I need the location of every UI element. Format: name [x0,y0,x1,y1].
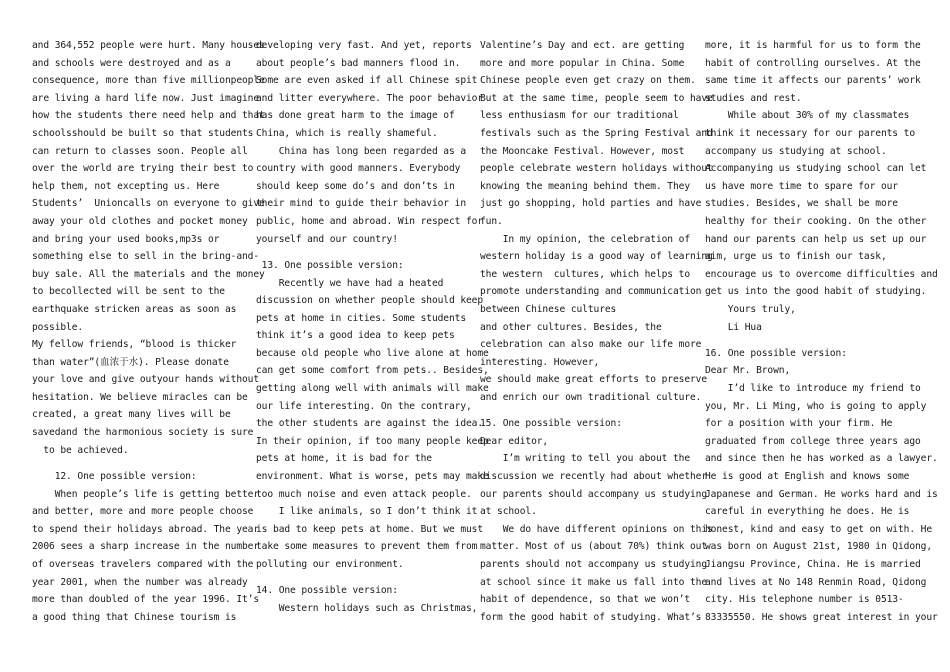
text-line: Japanese and German. He works hard and is [705,488,938,500]
paragraph-gap [705,336,923,345]
text-line: public, home and abroad. Win respect for [256,215,484,227]
text-line: at school. [480,506,537,518]
text-line: buy sale. All the materials and the money [32,268,265,280]
paragraph-gap [256,248,474,257]
text-line: studies and rest. [705,92,802,104]
text-line: and enrich our own traditional culture. [480,391,702,403]
text-line: to be achieved. [32,444,129,456]
text-line: When people’s life is getting better [32,488,260,500]
text-line: hesitation. We believe miracles can be [32,391,248,403]
text-line: environment. What is worse, pets may make [256,471,489,483]
text-line: schoolsshould be built so that students [32,127,254,139]
text-column-3 [480,37,713,626]
text-line: I like animals, so I don’t think it [256,506,478,518]
text-line: think it’s a good idea to keep pets [256,330,455,342]
text-line: and litter everywhere. The poor behavior [256,92,484,104]
text-line: getting along well with animals will make [256,383,489,395]
text-line: 14. One possible version: [256,585,398,597]
text-line: fun. [480,215,503,227]
text-line: get us into the good habit of studying. [705,286,927,298]
text-line: Jiangsu Province, China. He is married [705,559,921,571]
text-line: we should make great efforts to preserve [480,374,708,386]
text-line: encourage us to overcome difficulties and [705,268,938,280]
text-line: people celebrate western holidays without [480,163,713,175]
text-line: Recently we have had a heated [256,277,444,289]
text-line: less enthusiasm for our traditional [480,110,679,122]
text-column-2 [256,37,489,618]
text-line: I’d like to introduce my friend to [705,383,921,395]
text-line: habit of dependence, so that we won’t [480,594,691,606]
text-line: think it necessary for our parents to [705,127,916,139]
text-line: their mind to guide their behavior in [256,198,467,210]
text-line: savedand the harmonious society is sure [32,427,254,439]
text-line: has done great harm to the image of [256,110,455,122]
text-line: year 2001, when the number was already [32,576,248,588]
text-line: too much noise and even attack people. [256,488,472,500]
text-line: festivals such as the Spring Festival and [480,127,713,139]
text-line: developing very fast. And yet, reports [256,40,472,51]
text-line: promote understanding and communication [480,286,702,298]
text-line: between Chinese cultures [480,303,617,315]
text-line: to becollected will be sent to the [32,286,225,298]
paragraph-gap [256,574,474,583]
text-line: We do have different opinions on this [480,523,713,535]
text-line: form the good habit of studying. What’s [480,611,702,623]
text-line: aim, urge us to finish our task, [705,251,887,263]
text-line: Li Hua [705,321,762,333]
text-line: studies. Besides, we shall be more [705,198,898,210]
text-line: Dear editor, [480,435,549,447]
text-line: should keep some do’s and don’ts in [256,180,455,192]
text-line: My fellow friends, “blood is thicker [32,339,237,351]
text-line: than water”(血浓于水). Please donate [32,356,229,368]
text-line: matter. Most of us (about 70%) think out [480,541,708,553]
text-line: yourself and our country! [256,233,398,245]
text-column-4 [705,37,938,626]
text-line: 12. One possible version: [32,471,197,483]
text-line: more, it is harmful for us to form the [705,40,921,51]
text-line: Students’ Unioncalls on everyone to give [32,198,265,210]
text-line: hand our parents can help us set up our [705,233,927,245]
text-line: honest, kind and easy to get on with. He [705,523,933,535]
text-line: celebration can also make our life more [480,339,702,351]
text-line: China, which is really shameful. [256,127,438,139]
text-line: take some measures to prevent them from [256,541,478,553]
text-line: Chinese people even get crazy on them. [480,75,696,87]
paragraph-gap [480,406,698,415]
text-line: healthy for their cooking. On the other [705,215,927,227]
text-line: 83335550. He shows great interest in your [705,611,938,623]
text-line: can get some comfort from pets.. Besides, [256,365,489,377]
text-line: at school since it make us fall into the [480,576,708,588]
text-line: polluting our environment. [256,559,404,571]
text-line: more and more popular in China. Some [480,57,685,69]
text-line: China has long been regarded as a [256,145,467,157]
text-line: discussion we recently had about whether [480,471,708,483]
text-line: In my opinion, the celebration of [480,233,691,245]
text-line: habit of controlling ourselves. At the [705,57,921,69]
text-line: careful in everything he does. He is [705,506,910,518]
text-line: I’m writing to tell you about the [480,453,691,465]
text-line: our life interesting. On the contrary, [256,400,472,412]
text-line: more than doubled of the year 1996. It’s [32,594,260,606]
text-line: western holiday is a good way of learning [480,251,713,263]
text-line: city. His telephone number is 0513- [705,594,904,606]
text-line: how the students there need help and that [32,110,265,122]
text-line: and bring your used books,mp3s or [32,233,220,245]
text-line: your love and give outyour hands without [32,374,260,386]
text-line: Western holidays such as Christmas, [256,603,478,614]
text-line: same time it affects our parents’ work [705,75,921,87]
text-line: 2006 sees a sharp increase in the number [32,541,260,553]
text-line: are living a hard life now. Just imagine [32,92,260,104]
text-line: consequence, more than five millionpeople [32,75,265,87]
text-line: Valentine’s Day and ect. are getting [480,40,685,51]
text-line: 13. One possible version: [256,259,404,271]
text-column-1 [32,37,265,626]
text-line: to spend their holidays abroad. The year [32,523,260,535]
text-line: and lives at No 148 Renmin Road, Qidong [705,576,927,588]
text-line: and better, more and more people choose [32,506,254,518]
text-line: 15. One possible version: [480,418,622,430]
text-line: created, a great many lives will be [32,409,231,421]
text-line: earthquake stricken areas as soon as [32,303,237,315]
text-line: In their opinion, if too many people keep [256,435,489,447]
text-line: our parents should accompany us studying [480,488,708,500]
text-line: Yours truly, [705,303,796,315]
text-line: about people’s bad manners flood in. [256,57,461,69]
text-line: a good thing that Chinese tourism is [32,611,237,623]
text-line: something else to sell in the bring-and- [32,251,260,263]
text-line: knowing the meaning behind them. They [480,180,691,192]
paragraph-gap [32,459,250,468]
text-line: parents should not accompany us studying [480,559,708,571]
text-line: for a position with your firm. He [705,418,893,430]
text-line: pets at home in cities. Some students [256,312,467,324]
text-line: help them, not excepting us. Here [32,180,220,192]
text-line: you, Mr. Li Ming, who is going to apply [705,400,927,412]
text-line: and since then he has worked as a lawyer. [705,453,938,465]
text-line: because old people who live alone at home [256,347,489,359]
text-line: He is good at English and knows some [705,471,910,483]
text-line: country with good manners. Everybody [256,163,461,175]
text-line: the Mooncake Festival. However, most [480,145,685,157]
text-line: just go shopping, hold parties and have [480,198,702,210]
text-line: Dear Mr. Brown, [705,365,791,377]
text-line: But at the same time, people seem to have [480,92,713,104]
text-line: and schools were destroyed and as a [32,57,231,69]
text-line: Some are even asked if all Chinese spit [256,75,478,87]
text-line: can return to classes soon. People all [32,145,248,157]
text-line: was born on August 21st, 1980 in Qidong, [705,541,933,553]
text-line: is bad to keep pets at home. But we must [256,523,484,535]
text-line: and other cultures. Besides, the [480,321,662,333]
text-line: away your old clothes and pocket money [32,215,248,227]
text-line: us have more time to spare for our [705,180,898,192]
text-line: over the world are trying their best to [32,163,254,175]
text-line: 16. One possible version: [705,347,847,359]
text-line: While about 30% of my classmates [705,110,910,122]
text-line: of overseas travelers compared with the [32,559,254,571]
text-line: pets at home, it is bad for the [256,453,432,465]
text-line: the western cultures, which helps to [480,268,691,280]
text-line: interesting. However, [480,356,600,368]
text-line: Accompanying us studying school can let [705,163,927,175]
text-line: graduated from college three years ago [705,435,921,447]
text-line: discussion on whether people should keep [256,295,484,307]
text-line: possible. [32,321,84,333]
text-line: accompany us studying at school. [705,145,887,157]
text-line: the other students are against the idea. [256,418,484,430]
text-line: and 364,552 people were hurt. Many houses [32,40,265,51]
